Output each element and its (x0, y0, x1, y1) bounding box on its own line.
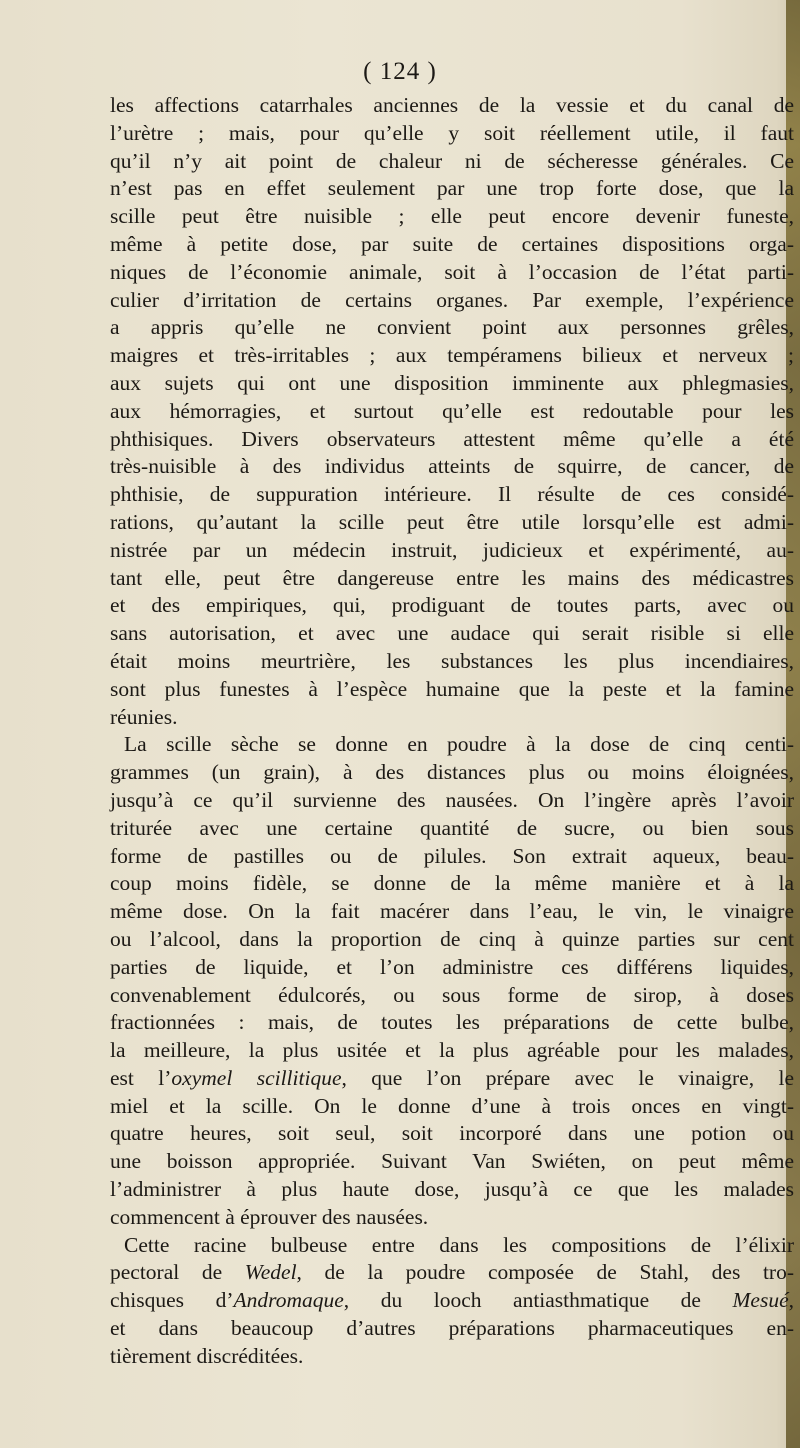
text-line: une boisson appropriée. Suivant Van Swiéten, on peut même (110, 1149, 794, 1174)
text-line: n’est pas en effet seulement par une trop forte dose, que la (110, 176, 794, 201)
page-number: ( 124 ) (363, 58, 437, 85)
italic-term: Mesué (732, 1288, 789, 1313)
italic-term: oxymel scillitique (171, 1065, 342, 1090)
text-line: parties de liquide, et l’on administre ces différens liquides, (110, 954, 794, 979)
text-line: les affections catarrhales anciennes de la vessie et du canal de (110, 93, 794, 117)
text-line: tant elle, peut être dangereuse entre les mains des médicastres (110, 565, 794, 590)
text-run: chisques d’ (110, 1288, 234, 1313)
text-line: l’urètre ; mais, pour qu’elle y soit réellement utile, il faut (110, 120, 794, 145)
text-run: pectoral de (110, 1260, 245, 1285)
text-line: fractionnées : mais, de toutes les préparations de cette bulbe, (110, 1010, 794, 1035)
italic-term: Andromaque (233, 1288, 344, 1313)
text-line: ou l’alcool, dans la proportion de cinq à quinze parties sur cent (110, 926, 794, 951)
text-line: quatre heures, soit seul, soit incorporé dans une potion ou (110, 1121, 794, 1146)
text-line: l’administrer à plus haute dose, jusqu’à ce que les malades (110, 1177, 794, 1202)
text-line: sans autorisation, et avec une audace qui serait risible si elle (110, 621, 794, 646)
text-line: coup moins fidèle, se donne de la même manière et à la (110, 871, 794, 896)
text-line: phthisie, de suppuration intérieure. Il résulte de ces considé- (110, 482, 794, 507)
text-line: même à petite dose, par suite de certaines dispositions orga- (110, 231, 794, 256)
text-line: réunies. (110, 704, 178, 729)
text-run: , de la poudre composée de Stahl, des tro- (296, 1260, 795, 1285)
paragraph-3 (110, 1232, 794, 1371)
text-line: et dans beaucoup d’autres préparations pharmaceutiques en- (110, 1316, 794, 1341)
text-line: qu’il n’y ait point de chaleur ni de sécheresse générales. Ce (110, 148, 794, 173)
text-line: triturée avec une certaine quantité de sucre, ou bien sous (110, 815, 794, 840)
paragraph-1 (110, 92, 794, 731)
text-line-oxymel (110, 1065, 794, 1093)
text-line: même dose. On la fait macérer dans l’eau, le vin, le vinaigre (110, 899, 794, 924)
text-line: sont plus funestes à l’espèce humaine que la peste et la famine (110, 676, 794, 701)
text-line: niques de l’économie animale, soit à l’occasion de l’état parti- (110, 259, 794, 284)
text-line: maigres et très-irritables ; aux tempéramens bilieux et nerveux ; (110, 343, 794, 368)
text-body (110, 92, 794, 1371)
text-line: très-nuisible à des individus atteints de squirre, de cancer, de (110, 454, 794, 479)
text-line: aux hémorragies, et surtout qu’elle est redoutable pour les (110, 398, 794, 423)
text-run: est l’ (110, 1065, 172, 1090)
text-run: , du looch antiasthmatique de (343, 1288, 733, 1313)
text-run: , (788, 1288, 795, 1313)
text-line: nistrée par un médecin instruit, judicieux et expérimenté, au- (110, 537, 794, 562)
text-line: Cette racine bulbeuse entre dans les compositions de l’élixir (124, 1232, 794, 1257)
text-line-wedel (110, 1259, 794, 1287)
text-line: grammes (un grain), à des distances plus ou moins éloignées, (110, 760, 794, 785)
text-line: et des empiriques, qui, prodiguant de toutes parts, avec ou (110, 593, 794, 618)
paragraph-2 (110, 731, 794, 1231)
text-line: jusqu’à ce qu’il survienne des nausées. On l’ingère après l’avoir (110, 787, 794, 812)
text-line: phthisiques. Divers observateurs attestent même qu’elle a été (110, 426, 794, 451)
text-line: la meilleure, la plus usitée et la plus agréable pour les malades, (110, 1038, 794, 1063)
text-line: a appris qu’elle ne convient point aux personnes grêles, (110, 315, 794, 340)
text-line: scille peut être nuisible ; elle peut encore devenir funeste, (110, 204, 794, 229)
text-line: convenablement édulcorés, ou sous forme de sirop, à doses (110, 982, 794, 1007)
text-run: , que l’on prépare avec le vinaigre, le (341, 1065, 794, 1090)
text-line: commencent à éprouver des nausées. (110, 1204, 429, 1229)
text-line: était moins meurtrière, les substances les plus incendiaires, (110, 648, 794, 673)
text-line: rations, qu’autant la scille peut être utile lorsqu’elle est admi- (110, 509, 794, 534)
text-line: tièrement discréditées. (110, 1343, 304, 1368)
text-line: aux sujets qui ont une disposition imminente aux phlegmasies, (110, 370, 794, 395)
text-line: forme de pastilles ou de pilules. Son extrait aqueux, beau- (110, 843, 794, 868)
text-line-andromaque (110, 1287, 794, 1315)
text-line: culier d’irritation de certains organes. Par exemple, l’expérience (110, 287, 794, 312)
text-line: miel et la scille. On le donne d’une à trois onces en vingt- (110, 1093, 794, 1118)
text-line: La scille sèche se donne en poudre à la dose de cinq centi- (124, 732, 794, 757)
italic-term: Wedel (244, 1260, 297, 1285)
